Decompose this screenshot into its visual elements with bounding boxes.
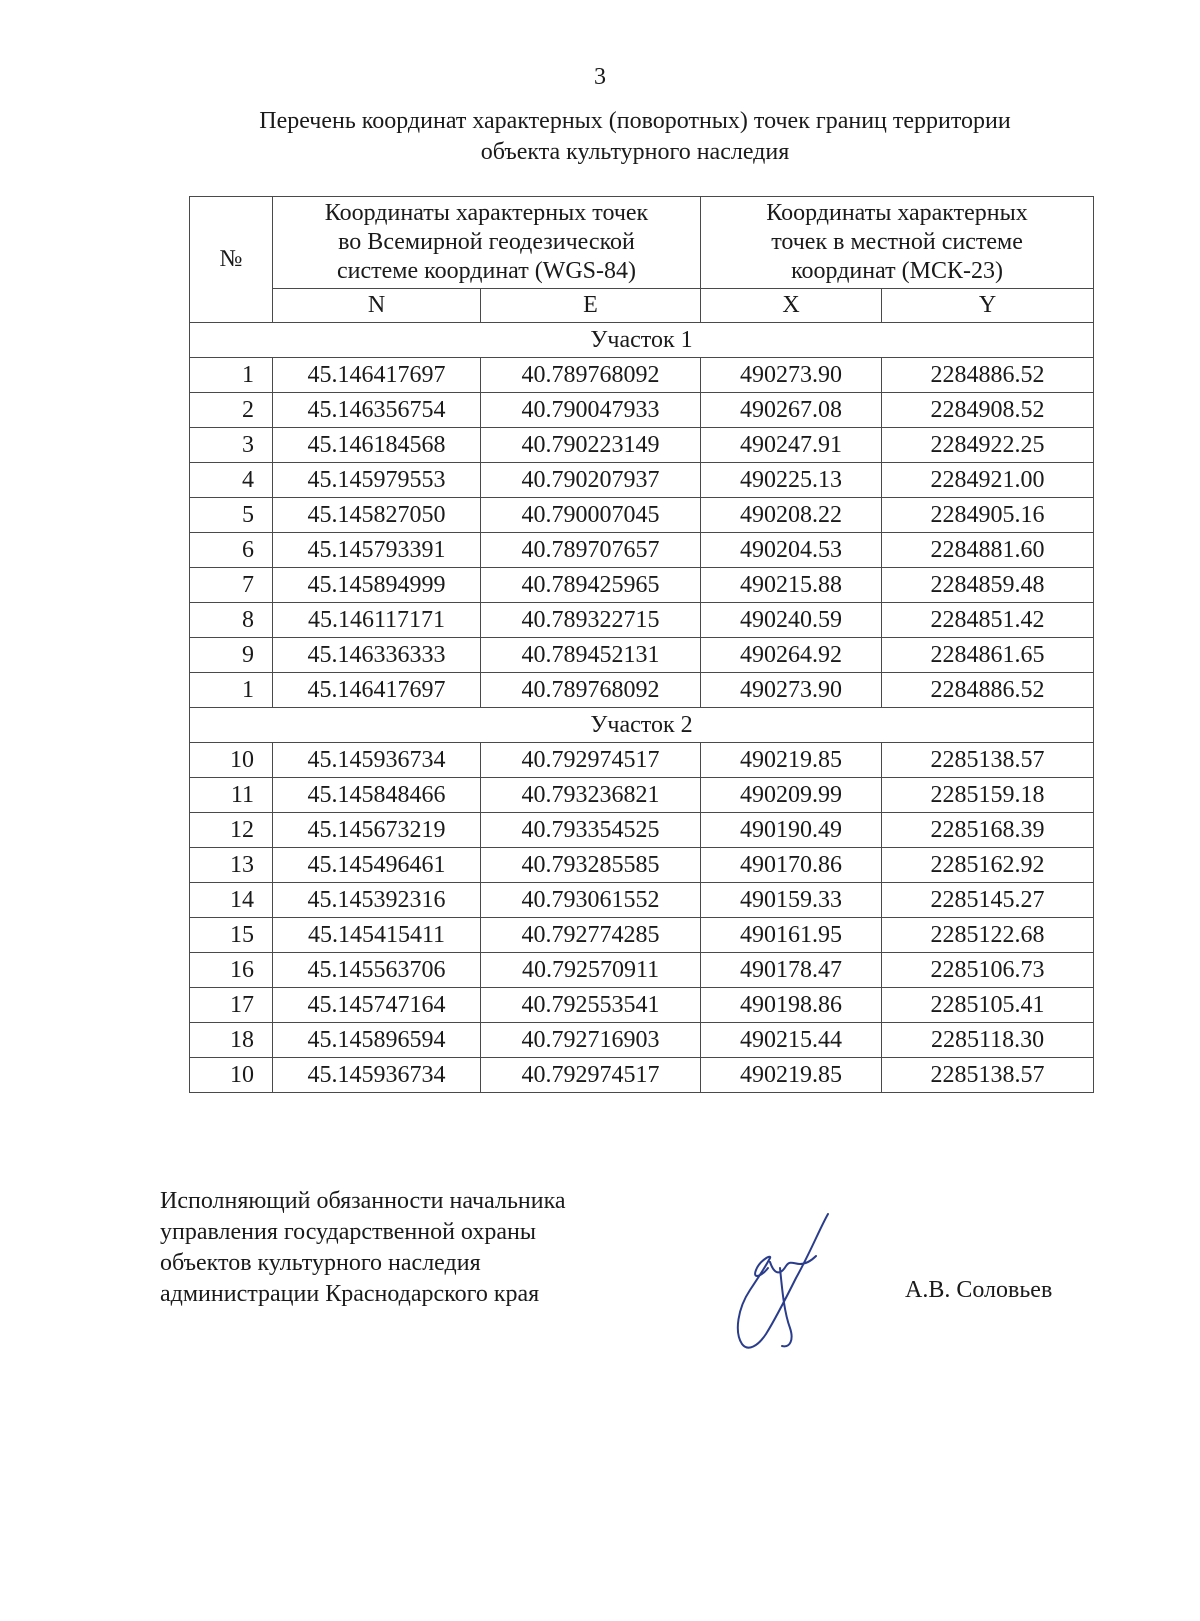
table-row: [190, 638, 1094, 673]
header-msk23-line: координат (МСК-23): [791, 258, 1003, 284]
header-y: Y: [882, 289, 1094, 323]
header-x: X: [701, 289, 882, 323]
section-title: Участок 1: [190, 323, 1094, 358]
coord-e: 40.793061552: [481, 883, 701, 918]
table-row: [190, 883, 1094, 918]
coord-x: 490170.86: [701, 848, 882, 883]
table-row: [190, 1058, 1094, 1093]
table-row: [190, 498, 1094, 533]
coord-n: 45.145793391: [273, 533, 481, 568]
coord-x: 490273.90: [701, 673, 882, 708]
point-number: 8: [190, 603, 273, 638]
table-row: [190, 848, 1094, 883]
coord-x: 490178.47: [701, 953, 882, 988]
signatory-position-line: администрации Краснодарского края: [160, 1281, 540, 1307]
coord-n: 45.146336333: [273, 638, 481, 673]
table-row: [190, 358, 1094, 393]
coord-e: 40.790007045: [481, 498, 701, 533]
coord-n: 45.146117171: [273, 603, 481, 638]
coord-x: 490273.90: [701, 358, 882, 393]
point-number: 4: [190, 463, 273, 498]
coord-x: 490198.86: [701, 988, 882, 1023]
coord-e: 40.789322715: [481, 603, 701, 638]
point-number: 18: [190, 1023, 273, 1058]
coord-y: 2284922.25: [882, 428, 1094, 463]
coord-y: 2284859.48: [882, 568, 1094, 603]
coord-n: 45.145979553: [273, 463, 481, 498]
table-row: [190, 428, 1094, 463]
point-number: 1: [190, 673, 273, 708]
coord-e: 40.792553541: [481, 988, 701, 1023]
handwritten-signature: [730, 1208, 840, 1358]
coord-x: 490215.44: [701, 1023, 882, 1058]
coord-n: 45.145827050: [273, 498, 481, 533]
document-title-line-2: объекта культурного наследия: [480, 139, 790, 165]
coord-x: 490247.91: [701, 428, 882, 463]
coord-e: 40.792974517: [481, 743, 701, 778]
header-wgs84-line: во Всемирной геодезической: [338, 229, 635, 255]
coord-y: 2284886.52: [882, 673, 1094, 708]
coord-n: 45.146184568: [273, 428, 481, 463]
point-number: 17: [190, 988, 273, 1023]
point-number: 9: [190, 638, 273, 673]
coord-n: 45.145848466: [273, 778, 481, 813]
coord-e: 40.793285585: [481, 848, 701, 883]
coord-y: 2285122.68: [882, 918, 1094, 953]
table-row: [190, 393, 1094, 428]
coord-e: 40.792570911: [481, 953, 701, 988]
coord-y: 2285159.18: [882, 778, 1094, 813]
coord-e: 40.792974517: [481, 1058, 701, 1093]
header-msk23-line: Координаты характерных: [766, 200, 1028, 226]
coord-y: 2285118.30: [882, 1023, 1094, 1058]
coord-x: 490209.99: [701, 778, 882, 813]
point-number: 14: [190, 883, 273, 918]
section-row: [190, 323, 1094, 358]
coord-n: 45.146417697: [273, 358, 481, 393]
coord-e: 40.789768092: [481, 358, 701, 393]
coord-e: 40.792774285: [481, 918, 701, 953]
coord-y: 2285138.57: [882, 743, 1094, 778]
signatory-position: [160, 1186, 566, 1310]
coordinates-table: [189, 196, 1094, 1093]
coord-y: 2285145.27: [882, 883, 1094, 918]
table-row: [190, 463, 1094, 498]
coord-y: 2284861.65: [882, 638, 1094, 673]
table-row: [190, 568, 1094, 603]
table-body: [190, 323, 1094, 1093]
coord-x: 490219.85: [701, 1058, 882, 1093]
point-number: 13: [190, 848, 273, 883]
signatory-position-line: объектов культурного наследия: [160, 1250, 481, 1276]
table-row: [190, 813, 1094, 848]
table-row: [190, 778, 1094, 813]
coord-x: 490204.53: [701, 533, 882, 568]
coord-n: 45.146417697: [273, 673, 481, 708]
coord-y: 2284851.42: [882, 603, 1094, 638]
coord-e: 40.793354525: [481, 813, 701, 848]
coord-n: 45.145392316: [273, 883, 481, 918]
coord-y: 2285105.41: [882, 988, 1094, 1023]
point-number: 1: [190, 358, 273, 393]
coord-n: 45.145936734: [273, 1058, 481, 1093]
coord-e: 40.790047933: [481, 393, 701, 428]
coord-e: 40.789707657: [481, 533, 701, 568]
document-title-line-1: Перечень координат характерных (поворотных) точек границ территории: [259, 108, 1011, 134]
point-number: 5: [190, 498, 273, 533]
coord-x: 490225.13: [701, 463, 882, 498]
point-number: 10: [190, 1058, 273, 1093]
coord-y: 2284886.52: [882, 358, 1094, 393]
header-number: №: [190, 197, 273, 323]
coord-y: 2284921.00: [882, 463, 1094, 498]
coord-n: 45.145563706: [273, 953, 481, 988]
coord-x: 490240.59: [701, 603, 882, 638]
point-number: 16: [190, 953, 273, 988]
coord-e: 40.790207937: [481, 463, 701, 498]
signer-name: А.В. Соловьев: [905, 1277, 1053, 1303]
coord-n: 45.145896594: [273, 1023, 481, 1058]
coord-y: 2284908.52: [882, 393, 1094, 428]
coord-x: 490215.88: [701, 568, 882, 603]
coord-y: 2285162.92: [882, 848, 1094, 883]
coord-e: 40.790223149: [481, 428, 701, 463]
coord-e: 40.792716903: [481, 1023, 701, 1058]
section-row: [190, 708, 1094, 743]
coord-x: 490219.85: [701, 743, 882, 778]
coord-e: 40.789425965: [481, 568, 701, 603]
point-number: 2: [190, 393, 273, 428]
table-row: [190, 533, 1094, 568]
coord-n: 45.145936734: [273, 743, 481, 778]
coord-e: 40.793236821: [481, 778, 701, 813]
coord-x: 490159.33: [701, 883, 882, 918]
point-number: 7: [190, 568, 273, 603]
table-row: [190, 673, 1094, 708]
table-row: [190, 988, 1094, 1023]
coord-n: 45.145496461: [273, 848, 481, 883]
header-msk23: [701, 197, 1094, 289]
point-number: 15: [190, 918, 273, 953]
table-row: [190, 1023, 1094, 1058]
table-row: [190, 953, 1094, 988]
point-number: 10: [190, 743, 273, 778]
coord-y: 2285138.57: [882, 1058, 1094, 1093]
coord-n: 45.145415411: [273, 918, 481, 953]
coord-n: 45.145673219: [273, 813, 481, 848]
signatory-position-line: управления государственной охраны: [160, 1219, 536, 1245]
signatory-position-line: Исполняющий обязанности начальника: [160, 1188, 566, 1214]
coord-n: 45.146356754: [273, 393, 481, 428]
header-wgs84-line: системе координат (WGS-84): [337, 258, 636, 284]
header-n: N: [273, 289, 481, 323]
coord-y: 2284881.60: [882, 533, 1094, 568]
coord-x: 490190.49: [701, 813, 882, 848]
signature-stroke: [738, 1214, 828, 1348]
page-number: 3: [594, 64, 606, 90]
coord-e: 40.789452131: [481, 638, 701, 673]
point-number: 6: [190, 533, 273, 568]
header-msk23-line: точек в местной системе: [771, 229, 1023, 255]
header-wgs84-line: Координаты характерных точек: [324, 200, 649, 226]
point-number: 12: [190, 813, 273, 848]
table-row: [190, 743, 1094, 778]
point-number: 3: [190, 428, 273, 463]
coord-x: 490264.92: [701, 638, 882, 673]
table-row: [190, 603, 1094, 638]
point-number: 11: [190, 778, 273, 813]
header-wgs84: [273, 197, 701, 289]
coord-x: 490267.08: [701, 393, 882, 428]
coord-x: 490208.22: [701, 498, 882, 533]
coord-n: 45.145747164: [273, 988, 481, 1023]
coord-e: 40.789768092: [481, 673, 701, 708]
coord-y: 2285106.73: [882, 953, 1094, 988]
document-title: [160, 106, 1110, 168]
coord-y: 2284905.16: [882, 498, 1094, 533]
coord-x: 490161.95: [701, 918, 882, 953]
coord-n: 45.145894999: [273, 568, 481, 603]
table-row: [190, 918, 1094, 953]
coord-y: 2285168.39: [882, 813, 1094, 848]
section-title: Участок 2: [190, 708, 1094, 743]
header-e: E: [481, 289, 701, 323]
